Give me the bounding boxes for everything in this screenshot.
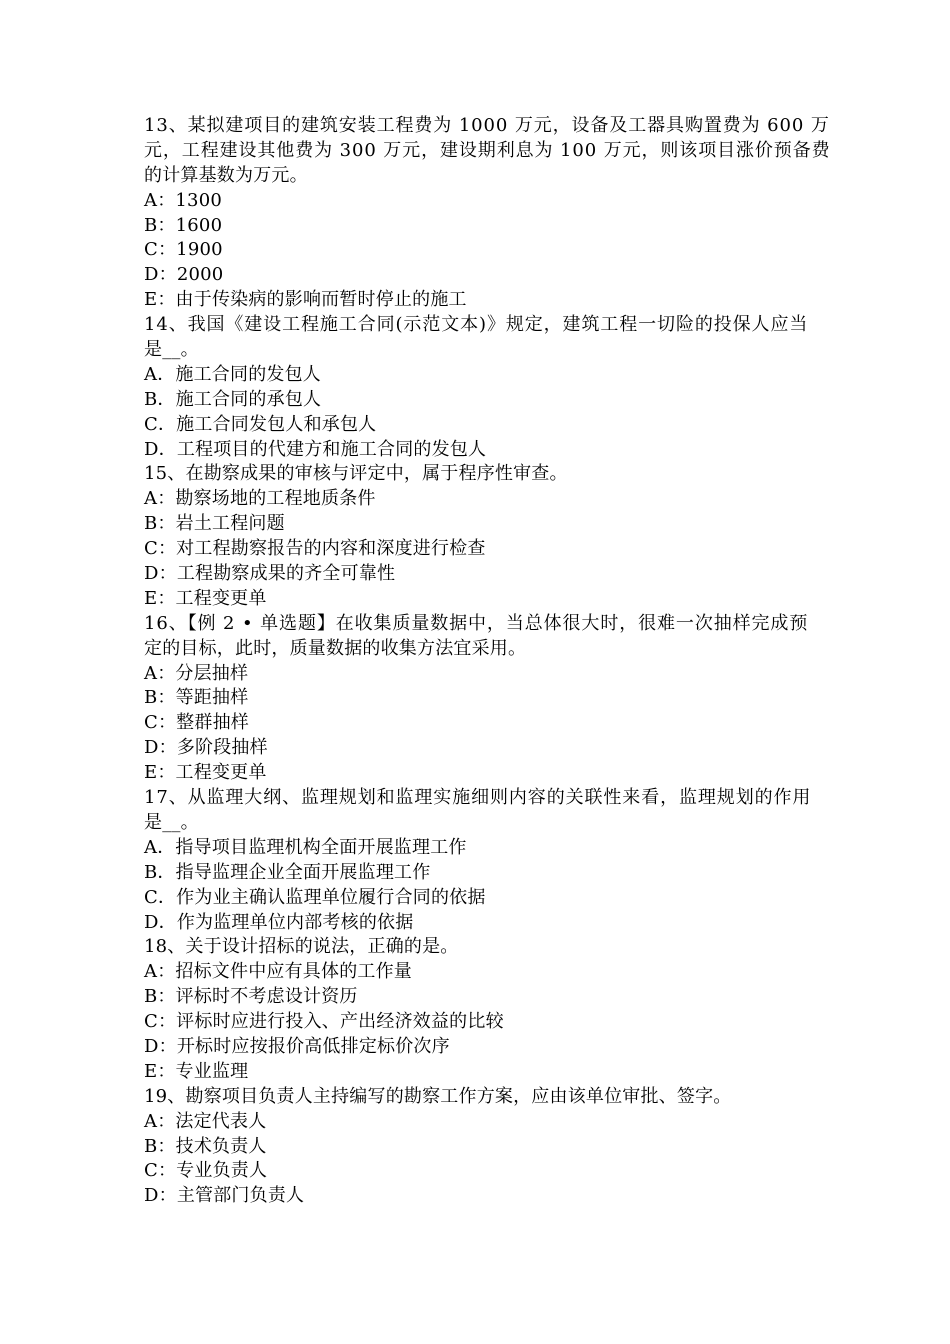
- question-stem-line: 16、【例 2 • 单选题】在收集质量数据中，当总体很大时，很难一次抽样完成预: [144, 612, 809, 634]
- question-19: [144, 1085, 810, 1209]
- option-b: B：岩土工程问题: [144, 513, 285, 535]
- option-d: D：多阶段抽样: [144, 737, 268, 759]
- option-d: D：2000: [144, 264, 224, 286]
- option-d: D．作为监理单位内部考核的依据: [144, 911, 414, 933]
- question-17: [144, 786, 810, 935]
- option-d: D：开标时应按报价高低排定标价次序: [144, 1035, 450, 1057]
- question-18: [144, 935, 810, 1084]
- question-13: [144, 114, 831, 313]
- option-a: A：招标文件中应有具体的工作量: [144, 961, 412, 983]
- question-stem-line: 15、在勘察成果的审核与评定中，属于程序性审查。: [144, 463, 568, 485]
- question-stem-line: 定的目标，此时，质量数据的收集方法宜采用。: [144, 637, 527, 659]
- option-c: C：整群抽样: [144, 712, 249, 734]
- question-stem-line: 13、某拟建项目的建筑安装工程费为 1000 万元，设备及工器具购置费为 600 万: [144, 115, 830, 136]
- option-d: D．工程项目的代建方和施工合同的发包人: [144, 438, 487, 460]
- option-b: B．施工合同的承包人: [144, 388, 322, 410]
- question-stem-line: 的计算基数为万元。: [144, 164, 308, 186]
- option-c: C．施工合同发包人和承包人: [144, 413, 377, 435]
- document-page: [144, 114, 831, 1209]
- option-b: B：评标时不考虑设计资历: [144, 986, 358, 1008]
- option-d: D：工程勘察成果的齐全可靠性: [144, 563, 396, 585]
- option-a: A：1300: [144, 189, 223, 211]
- option-b: B：技术负责人: [144, 1135, 267, 1157]
- option-a: A：勘察场地的工程地质条件: [144, 488, 376, 510]
- option-b: B．指导监理企业全面开展监理工作: [144, 861, 431, 883]
- question-stem-line: 19、勘察项目负责人主持编写的勘察工作方案，应由该单位审批、签字。: [144, 1085, 732, 1107]
- option-a: A：法定代表人: [144, 1110, 267, 1132]
- option-b: B：等距抽样: [144, 687, 249, 709]
- option-e: E：专业监理: [144, 1060, 249, 1082]
- question-stem-line: 是__。: [144, 339, 199, 361]
- question-15: [144, 462, 810, 611]
- option-c: C：1900: [144, 239, 223, 261]
- option-a: A．施工合同的发包人: [144, 363, 321, 385]
- question-stem-line: 元，工程建设其他费为 300 万元，建设期利息为 100 万元，则该项目涨价预备费: [144, 139, 831, 161]
- option-e: E：工程变更单: [144, 762, 267, 784]
- option-c: C：专业负责人: [144, 1160, 268, 1182]
- option-a: A：分层抽样: [144, 662, 249, 684]
- option-c: C．作为业主确认监理单位履行合同的依据: [144, 886, 486, 908]
- option-e: E：工程变更单: [144, 587, 267, 609]
- question-stem-line: 是__。: [144, 811, 199, 833]
- question-stem-line: 18、关于设计招标的说法，正确的是。: [144, 936, 459, 958]
- option-c: C：评标时应进行投入、产出经济效益的比较: [144, 1011, 504, 1033]
- option-a: A．指导项目监理机构全面开展监理工作: [144, 836, 467, 858]
- option-e: E：由于传染病的影响而暂时停止的施工: [144, 289, 467, 311]
- question-16: [144, 612, 810, 786]
- question-stem-line: 14、我国《建设工程施工合同(示范文本)》规定，建筑工程一切险的投保人应当: [144, 314, 809, 336]
- option-b: B：1600: [144, 214, 223, 236]
- option-c: C：对工程勘察报告的内容和深度进行检查: [144, 538, 486, 560]
- option-d: D：主管部门负责人: [144, 1185, 305, 1207]
- question-stem-line: 17、从监理大纲、监理规划和监理实施细则内容的关联性来看，监理规划的作用: [144, 787, 812, 809]
- question-14: [144, 313, 810, 462]
